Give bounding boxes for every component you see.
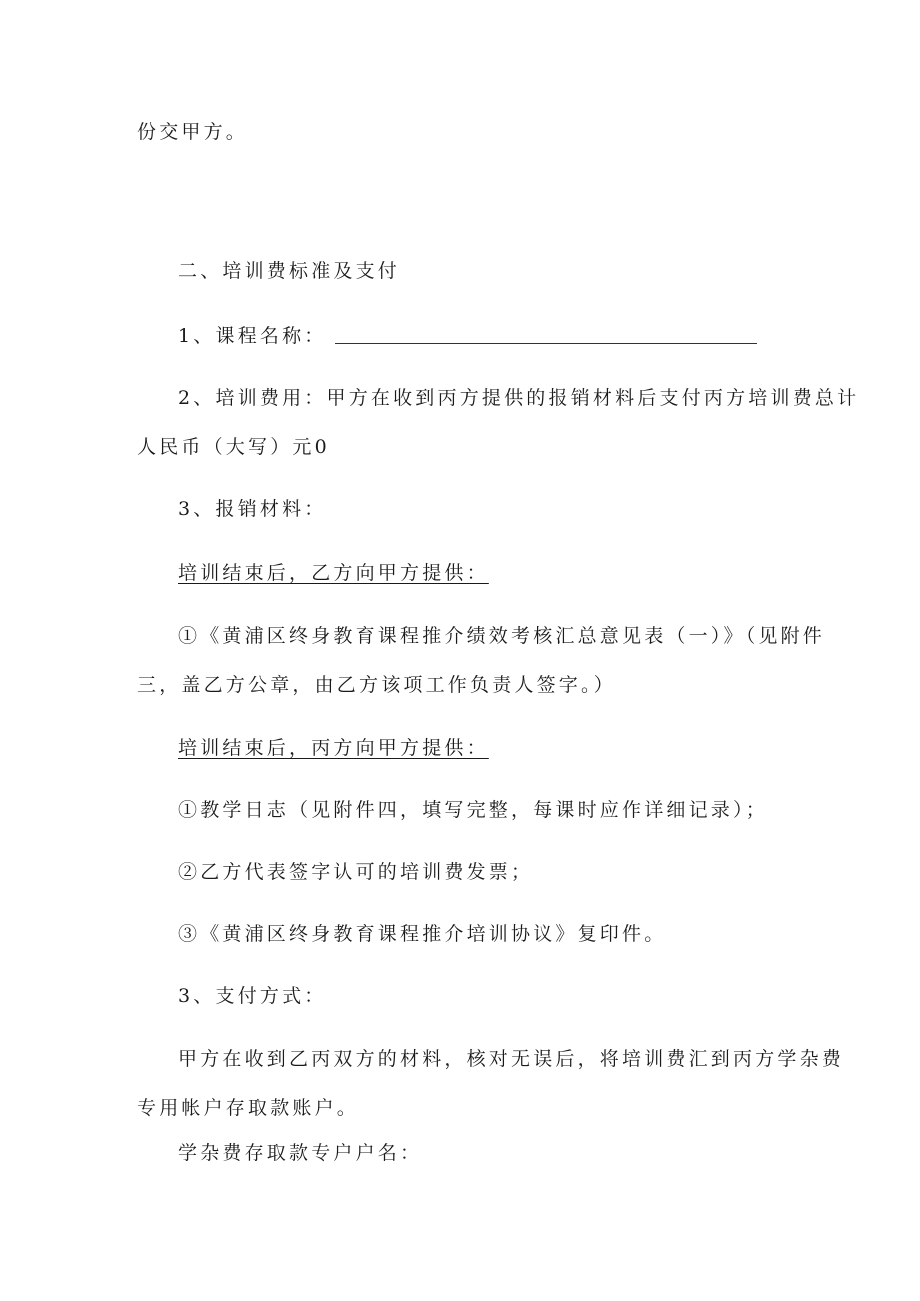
fee-paragraph-line2: 人民币（大写）元0 bbox=[137, 436, 330, 458]
payment-paragraph-line2: 专用帐户存取款账户。 bbox=[137, 1097, 360, 1119]
payment-paragraph-line1: 甲方在收到乙丙双方的材料，核对无误后，将培训费汇到丙方学杂费 bbox=[178, 1048, 845, 1070]
paragraph-continuation: 份交甲方。 bbox=[137, 121, 249, 143]
reimbursement-heading: 3、报销材料： bbox=[178, 498, 327, 520]
course-name-label: 1、课程名称： bbox=[178, 325, 327, 347]
party-b-item1-line1: ①《黄浦区终身教育课程推介绩效考核汇总意见表（一）》（见附件 bbox=[178, 625, 826, 647]
party-c-item3: ③《黄浦区终身教育课程推介培训协议》复印件。 bbox=[178, 923, 667, 945]
account-name-label: 学杂费存取款专户户名： bbox=[178, 1142, 423, 1164]
party-b-provides-heading: 培训结束后，乙方向甲方提供： bbox=[178, 562, 489, 584]
fee-paragraph-line1: 2、培训费用：甲方在收到丙方提供的报销材料后支付丙方培训费总计 bbox=[178, 387, 860, 409]
party-c-item1: ①教学日志（见附件四，填写完整，每课时应作详细记录）； bbox=[178, 799, 768, 821]
course-name-row bbox=[178, 325, 757, 347]
party-b-item1-line2: 三，盖乙方公章，由乙方该项工作负责人签字。） bbox=[137, 674, 616, 696]
party-c-provides-heading: 培训结束后，丙方向甲方提供： bbox=[178, 737, 489, 759]
section-heading-fees: 二、培训费标准及支付 bbox=[178, 260, 401, 282]
party-c-item2: ②乙方代表签字认可的培训费发票； bbox=[178, 861, 534, 883]
course-name-blank bbox=[335, 342, 757, 344]
payment-method-heading: 3、支付方式： bbox=[178, 985, 327, 1007]
